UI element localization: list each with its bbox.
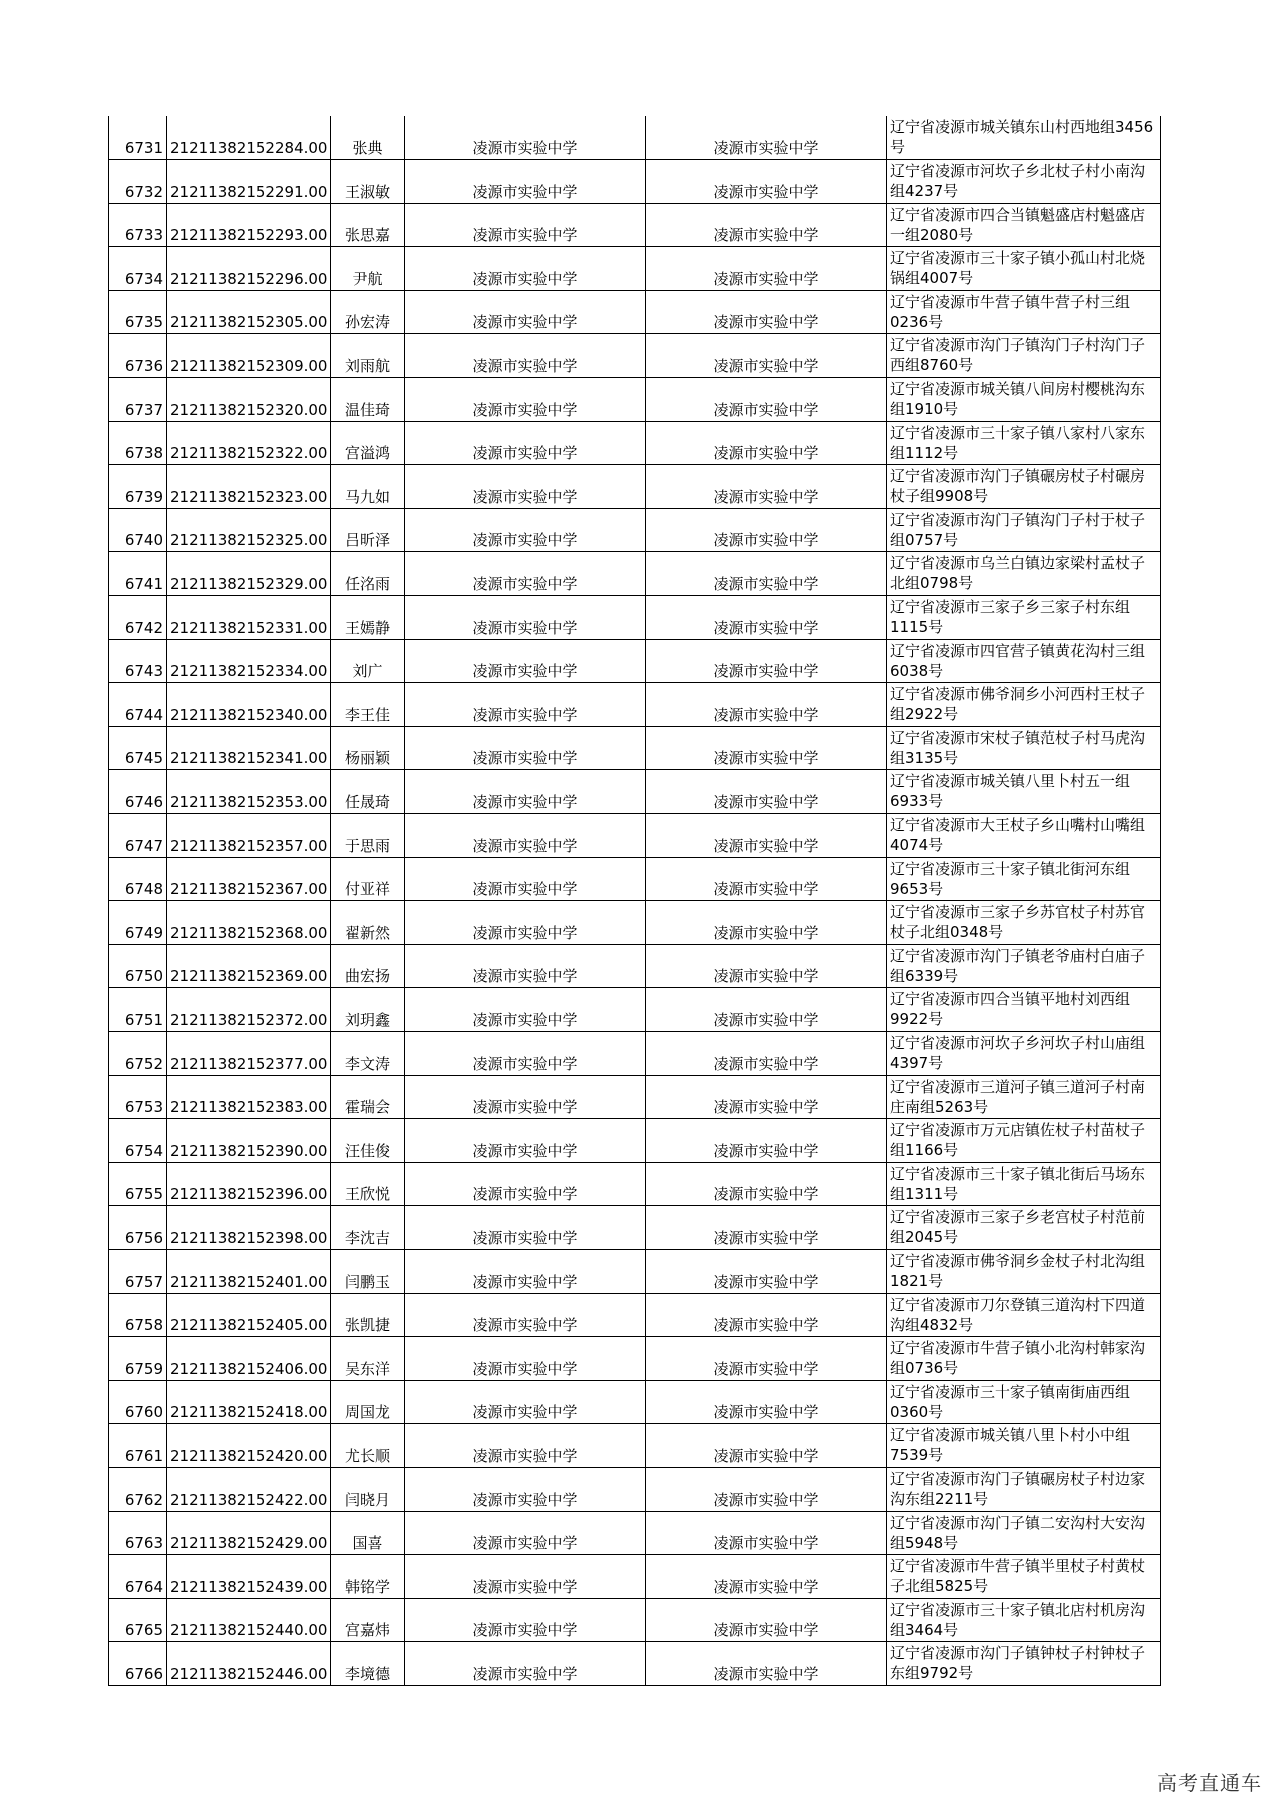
school-name: 凌源市实验中学: [405, 1337, 646, 1381]
exam-id: 21211382152422.00: [167, 1467, 331, 1511]
table-row: [109, 1555, 1161, 1599]
table-row: [109, 1119, 1161, 1163]
home-address: 辽宁省凌源市城关镇八间房村樱桃沟东组1910号: [887, 378, 1161, 422]
exam-site: 凌源市实验中学: [646, 334, 887, 378]
student-name: 宫嘉炜: [331, 1598, 405, 1642]
exam-site: 凌源市实验中学: [646, 1555, 887, 1599]
exam-id: 21211382152323.00: [167, 465, 331, 509]
school-name: 凌源市实验中学: [405, 770, 646, 814]
row-number: 6740: [109, 508, 167, 552]
exam-site: 凌源市实验中学: [646, 116, 887, 160]
exam-site: 凌源市实验中学: [646, 770, 887, 814]
table-row: [109, 814, 1161, 858]
school-name: 凌源市实验中学: [405, 552, 646, 596]
row-number: 6764: [109, 1555, 167, 1599]
student-name: 付亚祥: [331, 857, 405, 901]
home-address: 辽宁省凌源市三家子乡三家子村东组1115号: [887, 596, 1161, 640]
student-name: 张思嘉: [331, 203, 405, 247]
table-row: [109, 116, 1161, 160]
table-row: [109, 1249, 1161, 1293]
school-name: 凌源市实验中学: [405, 1206, 646, 1250]
exam-site: 凌源市实验中学: [646, 1119, 887, 1163]
exam-site: 凌源市实验中学: [646, 1511, 887, 1555]
table-row: [109, 421, 1161, 465]
student-name: 任洺雨: [331, 552, 405, 596]
exam-id: 21211382152334.00: [167, 639, 331, 683]
exam-id: 21211382152291.00: [167, 160, 331, 204]
school-name: 凌源市实验中学: [405, 508, 646, 552]
student-name: 韩铭学: [331, 1555, 405, 1599]
row-number: 6749: [109, 901, 167, 945]
exam-site: 凌源市实验中学: [646, 1467, 887, 1511]
exam-id: 21211382152293.00: [167, 203, 331, 247]
exam-site: 凌源市实验中学: [646, 1249, 887, 1293]
exam-id: 21211382152377.00: [167, 1031, 331, 1075]
exam-site: 凌源市实验中学: [646, 290, 887, 334]
home-address: 辽宁省凌源市三家子乡苏官杖子村苏官杖子北组0348号: [887, 901, 1161, 945]
table-row: [109, 378, 1161, 422]
row-number: 6755: [109, 1162, 167, 1206]
school-name: 凌源市实验中学: [405, 1293, 646, 1337]
school-name: 凌源市实验中学: [405, 596, 646, 640]
table-row: [109, 1642, 1161, 1686]
row-number: 6735: [109, 290, 167, 334]
home-address: 辽宁省凌源市沟门子镇钟杖子村钟杖子东组9792号: [887, 1642, 1161, 1686]
table-row: [109, 857, 1161, 901]
row-number: 6750: [109, 944, 167, 988]
row-number: 6732: [109, 160, 167, 204]
exam-site: 凌源市实验中学: [646, 639, 887, 683]
exam-id: 21211382152405.00: [167, 1293, 331, 1337]
school-name: 凌源市实验中学: [405, 944, 646, 988]
exam-id: 21211382152390.00: [167, 1119, 331, 1163]
school-name: 凌源市实验中学: [405, 290, 646, 334]
exam-id: 21211382152398.00: [167, 1206, 331, 1250]
table-row: [109, 465, 1161, 509]
exam-id: 21211382152369.00: [167, 944, 331, 988]
row-number: 6734: [109, 247, 167, 291]
table-row: [109, 508, 1161, 552]
table-row: [109, 552, 1161, 596]
student-name: 孙宏涛: [331, 290, 405, 334]
exam-id: 21211382152284.00: [167, 116, 331, 160]
exam-site: 凌源市实验中学: [646, 988, 887, 1032]
row-number: 6738: [109, 421, 167, 465]
table-row: [109, 1467, 1161, 1511]
student-name: 马九如: [331, 465, 405, 509]
school-name: 凌源市实验中学: [405, 1642, 646, 1686]
home-address: 辽宁省凌源市三家子乡老宫杖子村范前组2045号: [887, 1206, 1161, 1250]
school-name: 凌源市实验中学: [405, 988, 646, 1032]
exam-id: 21211382152322.00: [167, 421, 331, 465]
school-name: 凌源市实验中学: [405, 160, 646, 204]
school-name: 凌源市实验中学: [405, 814, 646, 858]
exam-id: 21211382152383.00: [167, 1075, 331, 1119]
student-name: 李沈吉: [331, 1206, 405, 1250]
student-name: 李王佳: [331, 683, 405, 727]
exam-site: 凌源市实验中学: [646, 901, 887, 945]
exam-site: 凌源市实验中学: [646, 683, 887, 727]
table-row: [109, 1424, 1161, 1468]
student-name: 王欣悦: [331, 1162, 405, 1206]
home-address: 辽宁省凌源市三道河子镇三道河子村南庄南组5263号: [887, 1075, 1161, 1119]
school-name: 凌源市实验中学: [405, 203, 646, 247]
exam-id: 21211382152368.00: [167, 901, 331, 945]
exam-site: 凌源市实验中学: [646, 814, 887, 858]
home-address: 辽宁省凌源市城关镇八里卜村小中组7539号: [887, 1424, 1161, 1468]
row-number: 6747: [109, 814, 167, 858]
home-address: 辽宁省凌源市沟门子镇碾房杖子村碾房杖子组9908号: [887, 465, 1161, 509]
school-name: 凌源市实验中学: [405, 116, 646, 160]
school-name: 凌源市实验中学: [405, 421, 646, 465]
student-name: 刘玥鑫: [331, 988, 405, 1032]
exam-id: 21211382152340.00: [167, 683, 331, 727]
row-number: 6748: [109, 857, 167, 901]
home-address: 辽宁省凌源市沟门子镇沟门子村于杖子组0757号: [887, 508, 1161, 552]
student-roster-table: [108, 116, 1161, 1686]
exam-id: 21211382152320.00: [167, 378, 331, 422]
exam-site: 凌源市实验中学: [646, 726, 887, 770]
row-number: 6737: [109, 378, 167, 422]
exam-id: 21211382152357.00: [167, 814, 331, 858]
table-row: [109, 1598, 1161, 1642]
table-row: [109, 1511, 1161, 1555]
student-name: 于思雨: [331, 814, 405, 858]
exam-site: 凌源市实验中学: [646, 857, 887, 901]
school-name: 凌源市实验中学: [405, 1075, 646, 1119]
school-name: 凌源市实验中学: [405, 1555, 646, 1599]
school-name: 凌源市实验中学: [405, 1249, 646, 1293]
row-number: 6736: [109, 334, 167, 378]
school-name: 凌源市实验中学: [405, 1031, 646, 1075]
table-row: [109, 770, 1161, 814]
table-row: [109, 334, 1161, 378]
school-name: 凌源市实验中学: [405, 247, 646, 291]
school-name: 凌源市实验中学: [405, 683, 646, 727]
school-name: 凌源市实验中学: [405, 1467, 646, 1511]
student-name: 任晟琦: [331, 770, 405, 814]
student-name: 张凯捷: [331, 1293, 405, 1337]
exam-site: 凌源市实验中学: [646, 1075, 887, 1119]
exam-id: 21211382152353.00: [167, 770, 331, 814]
home-address: 辽宁省凌源市大王杖子乡山嘴村山嘴组4074号: [887, 814, 1161, 858]
roster-sheet: [108, 116, 1160, 1686]
exam-id: 21211382152439.00: [167, 1555, 331, 1599]
home-address: 辽宁省凌源市沟门子镇碾房杖子村边家沟东组2211号: [887, 1467, 1161, 1511]
school-name: 凌源市实验中学: [405, 726, 646, 770]
table-row: [109, 1206, 1161, 1250]
table-row: [109, 247, 1161, 291]
row-number: 6751: [109, 988, 167, 1032]
student-name: 尤长顺: [331, 1424, 405, 1468]
exam-site: 凌源市实验中学: [646, 596, 887, 640]
exam-site: 凌源市实验中学: [646, 508, 887, 552]
table-row: [109, 988, 1161, 1032]
home-address: 辽宁省凌源市佛爷洞乡小河西村王杖子组2922号: [887, 683, 1161, 727]
exam-id: 21211382152372.00: [167, 988, 331, 1032]
student-name: 吕昕泽: [331, 508, 405, 552]
home-address: 辽宁省凌源市刀尔登镇三道沟村下四道沟组4832号: [887, 1293, 1161, 1337]
row-number: 6744: [109, 683, 167, 727]
row-number: 6745: [109, 726, 167, 770]
exam-site: 凌源市实验中学: [646, 203, 887, 247]
home-address: 辽宁省凌源市乌兰白镇边家梁村孟杖子北组0798号: [887, 552, 1161, 596]
exam-id: 21211382152401.00: [167, 1249, 331, 1293]
row-number: 6754: [109, 1119, 167, 1163]
home-address: 辽宁省凌源市牛营子镇半里杖子村黄杖子北组5825号: [887, 1555, 1161, 1599]
home-address: 辽宁省凌源市四官营子镇黄花沟村三组6038号: [887, 639, 1161, 683]
home-address: 辽宁省凌源市牛营子镇小北沟村韩家沟组0736号: [887, 1337, 1161, 1381]
table-row: [109, 203, 1161, 247]
school-name: 凌源市实验中学: [405, 1162, 646, 1206]
school-name: 凌源市实验中学: [405, 334, 646, 378]
row-number: 6752: [109, 1031, 167, 1075]
exam-site: 凌源市实验中学: [646, 421, 887, 465]
roster-body: [109, 116, 1161, 1685]
student-name: 曲宏扬: [331, 944, 405, 988]
school-name: 凌源市实验中学: [405, 857, 646, 901]
student-name: 霍瑞会: [331, 1075, 405, 1119]
exam-site: 凌源市实验中学: [646, 465, 887, 509]
school-name: 凌源市实验中学: [405, 901, 646, 945]
home-address: 辽宁省凌源市三十家子镇小孤山村北烧锅组4007号: [887, 247, 1161, 291]
school-name: 凌源市实验中学: [405, 1119, 646, 1163]
exam-id: 21211382152429.00: [167, 1511, 331, 1555]
exam-id: 21211382152305.00: [167, 290, 331, 334]
student-name: 国喜: [331, 1511, 405, 1555]
exam-id: 21211382152446.00: [167, 1642, 331, 1686]
row-number: 6756: [109, 1206, 167, 1250]
home-address: 辽宁省凌源市四合当镇魁盛店村魁盛店一组2080号: [887, 203, 1161, 247]
exam-site: 凌源市实验中学: [646, 1031, 887, 1075]
row-number: 6761: [109, 1424, 167, 1468]
home-address: 辽宁省凌源市万元店镇佐杖子村苗杖子组1166号: [887, 1119, 1161, 1163]
home-address: 辽宁省凌源市三十家子镇北街后马场东组1311号: [887, 1162, 1161, 1206]
home-address: 辽宁省凌源市宋杖子镇范杖子村马虎沟组3135号: [887, 726, 1161, 770]
home-address: 辽宁省凌源市河坎子乡河坎子村山庙组4397号: [887, 1031, 1161, 1075]
row-number: 6759: [109, 1337, 167, 1381]
home-address: 辽宁省凌源市城关镇八里卜村五一组6933号: [887, 770, 1161, 814]
home-address: 辽宁省凌源市四合当镇平地村刘西组9922号: [887, 988, 1161, 1032]
exam-site: 凌源市实验中学: [646, 552, 887, 596]
home-address: 辽宁省凌源市沟门子镇二安沟村大安沟组5948号: [887, 1511, 1161, 1555]
exam-site: 凌源市实验中学: [646, 160, 887, 204]
table-row: [109, 1031, 1161, 1075]
home-address: 辽宁省凌源市佛爷洞乡金杖子村北沟组1821号: [887, 1249, 1161, 1293]
school-name: 凌源市实验中学: [405, 1380, 646, 1424]
exam-site: 凌源市实验中学: [646, 944, 887, 988]
exam-id: 21211382152418.00: [167, 1380, 331, 1424]
exam-site: 凌源市实验中学: [646, 1337, 887, 1381]
table-row: [109, 901, 1161, 945]
exam-id: 21211382152440.00: [167, 1598, 331, 1642]
table-row: [109, 160, 1161, 204]
home-address: 辽宁省凌源市沟门子镇沟门子村沟门子西组8760号: [887, 334, 1161, 378]
table-row: [109, 1337, 1161, 1381]
exam-site: 凌源市实验中学: [646, 1162, 887, 1206]
school-name: 凌源市实验中学: [405, 1598, 646, 1642]
row-number: 6753: [109, 1075, 167, 1119]
student-name: 王淑敏: [331, 160, 405, 204]
student-name: 尹航: [331, 247, 405, 291]
student-name: 王嫣静: [331, 596, 405, 640]
student-name: 翟新然: [331, 901, 405, 945]
watermark-text: 高考直通车: [1157, 1771, 1262, 1795]
table-row: [109, 290, 1161, 334]
row-number: 6763: [109, 1511, 167, 1555]
row-number: 6766: [109, 1642, 167, 1686]
exam-id: 21211382152329.00: [167, 552, 331, 596]
row-number: 6757: [109, 1249, 167, 1293]
school-name: 凌源市实验中学: [405, 465, 646, 509]
row-number: 6758: [109, 1293, 167, 1337]
student-name: 周国龙: [331, 1380, 405, 1424]
row-number: 6733: [109, 203, 167, 247]
home-address: 辽宁省凌源市沟门子镇老爷庙村白庙子组6339号: [887, 944, 1161, 988]
student-name: 闫晓月: [331, 1467, 405, 1511]
row-number: 6762: [109, 1467, 167, 1511]
exam-site: 凌源市实验中学: [646, 378, 887, 422]
student-name: 刘广: [331, 639, 405, 683]
exam-site: 凌源市实验中学: [646, 1206, 887, 1250]
school-name: 凌源市实验中学: [405, 378, 646, 422]
exam-id: 21211382152367.00: [167, 857, 331, 901]
exam-id: 21211382152396.00: [167, 1162, 331, 1206]
home-address: 辽宁省凌源市河坎子乡北杖子村小南沟组4237号: [887, 160, 1161, 204]
student-name: 吴东洋: [331, 1337, 405, 1381]
exam-id: 21211382152296.00: [167, 247, 331, 291]
table-row: [109, 639, 1161, 683]
row-number: 6739: [109, 465, 167, 509]
row-number: 6746: [109, 770, 167, 814]
home-address: 辽宁省凌源市城关镇东山村西地组3456号: [887, 116, 1161, 160]
exam-site: 凌源市实验中学: [646, 1424, 887, 1468]
exam-site: 凌源市实验中学: [646, 1293, 887, 1337]
home-address: 辽宁省凌源市三十家子镇北店村机房沟组3464号: [887, 1598, 1161, 1642]
row-number: 6760: [109, 1380, 167, 1424]
student-name: 张典: [331, 116, 405, 160]
home-address: 辽宁省凌源市三十家子镇北街河东组9653号: [887, 857, 1161, 901]
student-name: 刘雨航: [331, 334, 405, 378]
table-row: [109, 683, 1161, 727]
exam-id: 21211382152325.00: [167, 508, 331, 552]
student-name: 温佳琦: [331, 378, 405, 422]
exam-site: 凌源市实验中学: [646, 1598, 887, 1642]
row-number: 6741: [109, 552, 167, 596]
student-name: 宫溢鸿: [331, 421, 405, 465]
table-row: [109, 726, 1161, 770]
home-address: 辽宁省凌源市牛营子镇牛营子村三组0236号: [887, 290, 1161, 334]
exam-id: 21211382152420.00: [167, 1424, 331, 1468]
student-name: 汪佳俊: [331, 1119, 405, 1163]
table-row: [109, 596, 1161, 640]
exam-site: 凌源市实验中学: [646, 1380, 887, 1424]
school-name: 凌源市实验中学: [405, 1511, 646, 1555]
exam-site: 凌源市实验中学: [646, 1642, 887, 1686]
row-number: 6765: [109, 1598, 167, 1642]
table-row: [109, 1293, 1161, 1337]
exam-id: 21211382152341.00: [167, 726, 331, 770]
home-address: 辽宁省凌源市三十家子镇南街庙西组0360号: [887, 1380, 1161, 1424]
row-number: 6742: [109, 596, 167, 640]
student-name: 李文涛: [331, 1031, 405, 1075]
row-number: 6743: [109, 639, 167, 683]
student-name: 闫鹏玉: [331, 1249, 405, 1293]
student-name: 李境德: [331, 1642, 405, 1686]
exam-id: 21211382152309.00: [167, 334, 331, 378]
exam-id: 21211382152331.00: [167, 596, 331, 640]
school-name: 凌源市实验中学: [405, 1424, 646, 1468]
exam-site: 凌源市实验中学: [646, 247, 887, 291]
table-row: [109, 1075, 1161, 1119]
student-name: 杨丽颖: [331, 726, 405, 770]
row-number: 6731: [109, 116, 167, 160]
table-row: [109, 1380, 1161, 1424]
table-row: [109, 1162, 1161, 1206]
school-name: 凌源市实验中学: [405, 639, 646, 683]
home-address: 辽宁省凌源市三十家子镇八家村八家东组1112号: [887, 421, 1161, 465]
table-row: [109, 944, 1161, 988]
exam-id: 21211382152406.00: [167, 1337, 331, 1381]
